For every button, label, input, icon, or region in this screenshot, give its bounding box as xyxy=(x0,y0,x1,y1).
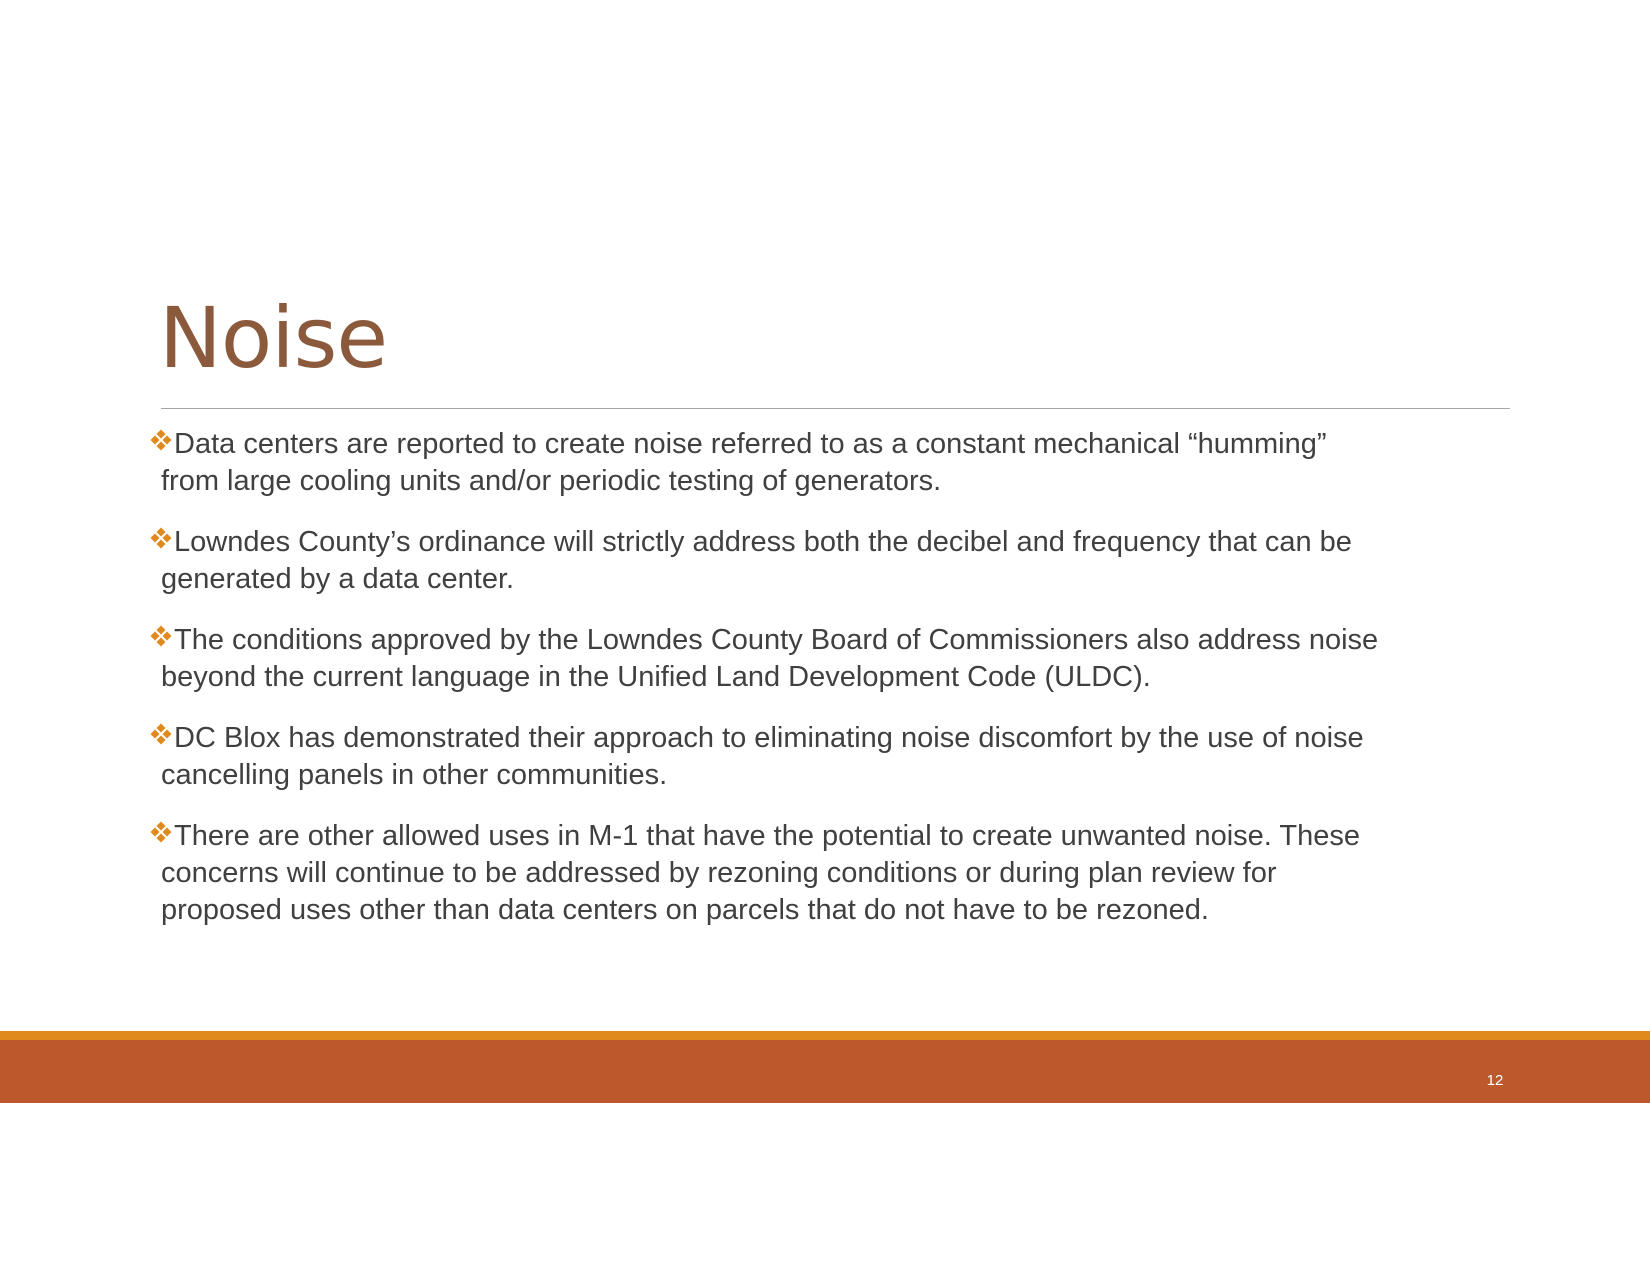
bullet-line xyxy=(161,622,1520,659)
bullet-text: Data centers are reported to create noise referred to as a constant mechanical “humming” xyxy=(174,428,1327,460)
bullet-text: beyond the current language in the Unified Land Development Code (ULDC). xyxy=(161,661,1151,693)
bullet-text: The conditions approved by the Lowndes County Board of Commissioners also address noise xyxy=(174,624,1379,656)
bullet-text: DC Blox has demonstrated their approach to eliminating noise discomfort by the use of noise xyxy=(174,722,1364,754)
bullet-text: proposed uses other than data centers on parcels that do not have to be rezoned. xyxy=(161,894,1209,926)
bullet-text: from large cooling units and/or periodic testing of generators. xyxy=(161,465,942,497)
bullet-text: cancelling panels in other communities. xyxy=(161,759,668,791)
bullet-text: Lowndes County’s ordinance will strictly address both the decibel and frequency that can be xyxy=(174,526,1352,558)
bullet-item xyxy=(150,720,1520,794)
bullet-item xyxy=(150,426,1520,500)
bullet-item xyxy=(150,622,1520,696)
slide-number: 12 xyxy=(1486,1072,1504,1089)
four-diamond-bullet-icon xyxy=(150,823,172,845)
four-diamond-bullet-icon xyxy=(150,431,172,453)
bullet-line xyxy=(161,818,1520,855)
bullet-line xyxy=(161,426,1520,463)
bullet-item xyxy=(150,818,1520,929)
footer-bar xyxy=(0,1040,1650,1103)
slide-title: Noise xyxy=(159,289,388,387)
bullet-line xyxy=(161,524,1520,561)
bullet-text: generated by a data center. xyxy=(161,563,515,595)
footer-band xyxy=(0,1031,1650,1103)
title-divider xyxy=(161,408,1510,409)
bullet-text: There are other allowed uses in M-1 that have the potential to create unwanted noise. These xyxy=(174,820,1360,852)
footer-accent-stripe xyxy=(0,1031,1650,1040)
bullet-text: concerns will continue to be addressed by rezoning conditions or during plan review for xyxy=(161,857,1277,889)
bullet-line xyxy=(161,720,1520,757)
four-diamond-bullet-icon xyxy=(150,529,172,551)
four-diamond-bullet-icon xyxy=(150,725,172,747)
bullet-item xyxy=(150,524,1520,598)
four-diamond-bullet-icon xyxy=(150,627,172,649)
bullet-list xyxy=(150,426,1520,953)
